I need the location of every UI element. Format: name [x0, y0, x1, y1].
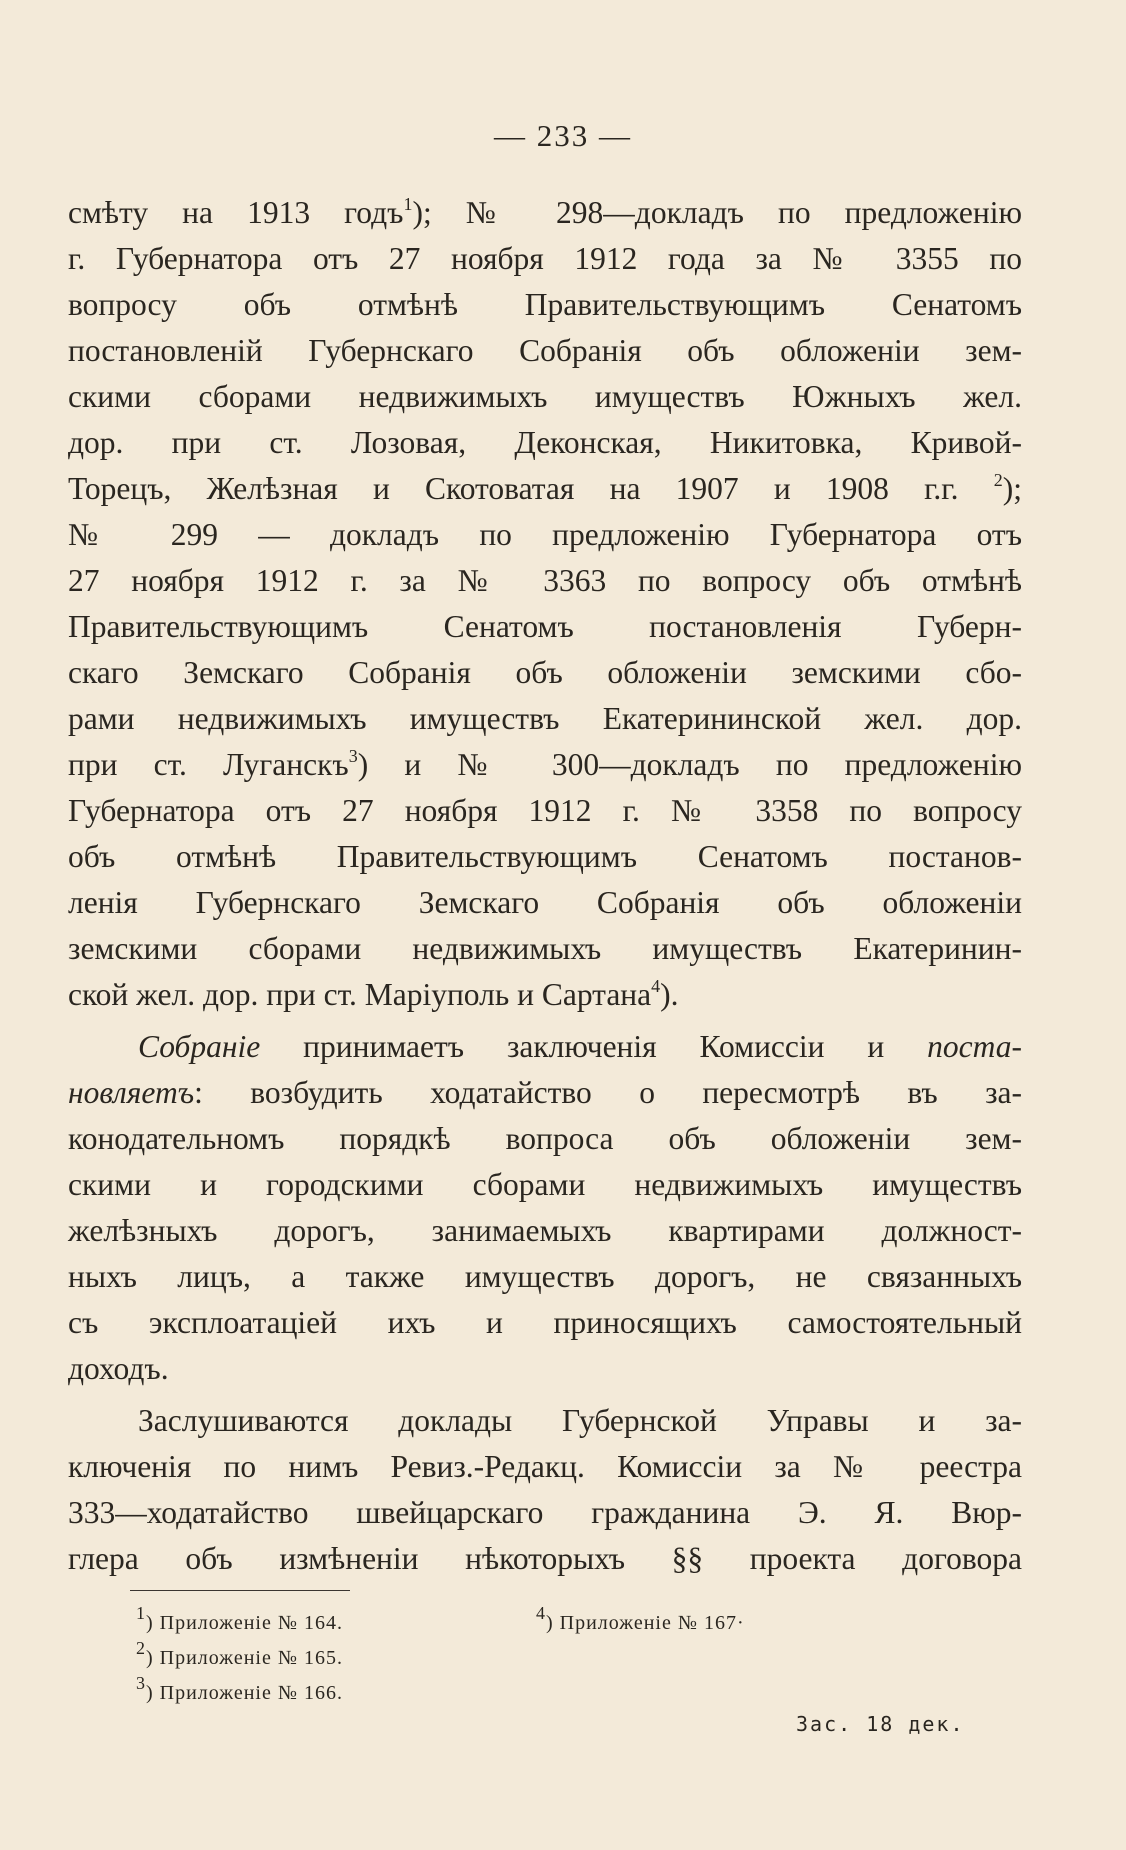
text-line: доходъ.: [68, 1351, 169, 1386]
footnote-ref: 2: [993, 469, 1003, 490]
text-line: Правительствующимъ Сенатомъ постановленія Губерн-: [68, 609, 1022, 644]
footnote: $^3$) Приложеніе № 166.: [136, 1673, 343, 1704]
footnote-divider: [130, 1590, 350, 1591]
page-number: — 233 —: [494, 118, 632, 153]
text-line: скими и городскими сборами недвижимыхъ имуществъ: [68, 1167, 1022, 1202]
text-line: рами недвижимыхъ имуществъ Екатерининской жел. дор.: [68, 701, 1022, 736]
text-line: при ст. Луганскъ$^3$) и № 300—докладъ по предложенію: [68, 745, 1022, 782]
text-line: № 299 — докладъ по предложенію Губернатора отъ: [68, 517, 1022, 552]
paragraph-1: [68, 190, 1022, 1018]
text-line: скаго Земскаго Собранія объ обложеніи земскими сбо-: [68, 655, 1022, 690]
text-line: смѣту на 1913 годъ$^1$); № 298—докладъ по предложенію: [68, 193, 1022, 230]
text-line: Торецъ, Желѣзная и Скотоватая на 1907 и 1908 г.г. $^2$);: [68, 469, 1022, 506]
text-line: объ отмѣнѣ Правительствующимъ Сенатомъ постанов-: [68, 839, 1022, 874]
text-line: скими сборами недвижимыхъ имуществъ Южныхъ жел.: [68, 379, 1022, 414]
italic-subject: Собраніе: [138, 1029, 261, 1064]
footnote: $^2$) Приложеніе № 165.: [136, 1638, 343, 1669]
paragraph-2: [68, 1024, 1022, 1392]
text-line: глера объ измѣненіи нѣкоторыхъ §§ проекта договора: [68, 1541, 1022, 1576]
paragraph-3: [68, 1398, 1022, 1582]
footnotes-left-column: [136, 1603, 343, 1711]
text-line: Губернатора отъ 27 ноября 1912 г. № 3358 по вопросу: [68, 793, 1022, 828]
footnote-ref: 1: [403, 193, 413, 214]
signature-mark: Зас. 18 дек.: [796, 1712, 965, 1736]
text-line: новляетъ: возбудить ходатайство о пересмотрѣ въ за-: [68, 1075, 1022, 1110]
text-line: конодательномъ порядкѣ вопроса объ обложеніи зем-: [68, 1121, 1022, 1156]
text-line: земскими сборами недвижимыхъ имуществъ Екатеринин-: [68, 931, 1022, 966]
text-line: ныхъ лицъ, а также имуществъ дорогъ, не связанныхъ: [68, 1259, 1022, 1294]
text-line: г. Губернатора отъ 27 ноября 1912 года за № 3355 по: [68, 241, 1022, 276]
italic-verb: новляетъ: [68, 1075, 195, 1110]
text-line: ской жел. дор. при ст. Маріуполь и Сартана$^4$).: [68, 975, 679, 1012]
text-line: Заслушиваются доклады Губернской Управы и за-: [138, 1403, 1022, 1438]
text-line: постановленій Губернскаго Собранія объ обложеніи зем-: [68, 333, 1022, 368]
text-line: вопросу объ отмѣнѣ Правительствующимъ Сенатомъ: [68, 287, 1022, 322]
text-line: ключенія по нимъ Ревиз.-Редакц. Комиссіи за № реестра: [68, 1449, 1022, 1484]
text-line: дор. при ст. Лозовая, Деконская, Никитовка, Кривой-: [68, 425, 1022, 460]
footnote-ref: 4: [651, 975, 661, 996]
footnote-ref: 3: [348, 745, 358, 766]
footnote: $^1$) Приложеніе № 164.: [136, 1603, 343, 1634]
text-line: съ эксплоатаціей ихъ и приносящихъ самостоятельный: [68, 1305, 1022, 1340]
footnotes-right-column: [536, 1603, 745, 1641]
text-line: Собраніе принимаетъ заключенія Комиссіи и поста-: [138, 1029, 1022, 1064]
footnote: $^4$) Приложеніе № 167·: [536, 1603, 745, 1634]
italic-verb: поста-: [927, 1029, 1022, 1064]
main-text: [68, 190, 1022, 1582]
text-line: желѣзныхъ дорогъ, занимаемыхъ квартирами должност-: [68, 1213, 1022, 1248]
text-line: 333—ходатайство швейцарскаго гражданина Э. Я. Вюр-: [68, 1495, 1022, 1530]
text-line: ленія Губернскаго Земскаго Собранія объ обложеніи: [68, 885, 1022, 920]
text-line: 27 ноября 1912 г. за № 3363 по вопросу объ отмѣнѣ: [68, 563, 1022, 598]
